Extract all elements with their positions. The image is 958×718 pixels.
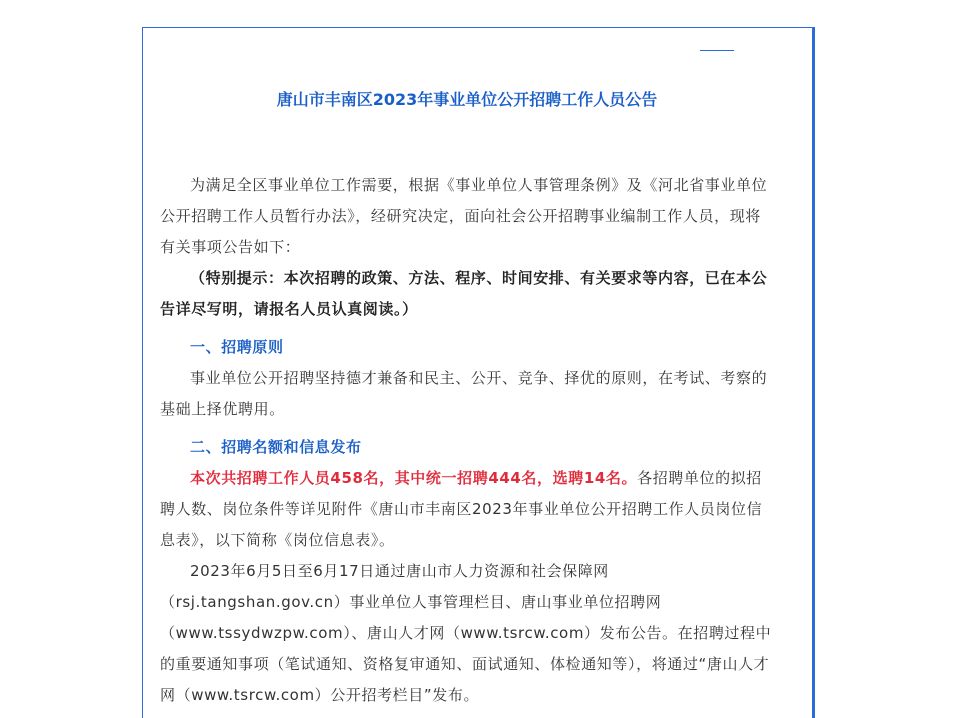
section-spacer xyxy=(160,325,774,332)
section1-body: 事业单位公开招聘坚持德才兼备和民主、公开、竞争、择优的原则，在考试、考察的基础上择优聘用。 xyxy=(160,369,768,418)
section2-heading: 二、招聘名额和信息发布 xyxy=(190,438,362,456)
quota-highlight: 本次共招聘工作人员458名，其中统一招聘444名，选聘14名。 xyxy=(190,469,638,487)
section1-heading: 一、招聘原则 xyxy=(190,338,284,356)
section2-publish-paragraph: 2023年6月5日至6月17日通过唐山市人力资源和社会保障网（rsj.tangshan.gov.cn）事业单位人事管理栏目、唐山事业单位招聘网（www.tssydwzpw.com）、唐山人才网（www.tsrcw.com）发布公告。在招聘过程中的重要通知事项（笔试通知、资格复审通知、面试通知、体检通知等），将通过“唐山人才网（www.tsrcw.com）公开招考栏目”发布。 xyxy=(160,562,772,704)
article-content xyxy=(160,88,774,711)
section-spacer xyxy=(160,425,774,432)
special-note: （特别提示：本次招聘的政策、方法、程序、时间安排、有关要求等内容，已在本公告详尽写明，请报名人员认真阅读。） xyxy=(160,269,768,318)
title-spacer xyxy=(160,112,774,170)
intro-paragraph: 为满足全区事业单位工作需要，根据《事业单位人事管理条例》及《河北省事业单位公开招聘工作人员暂行办法》，经研究决定，面向社会公开招聘事业编制工作人员，现将有关事项公告如下： xyxy=(160,176,768,256)
article-title: 唐山市丰南区2023年事业单位公开招聘工作人员公告 xyxy=(276,90,658,109)
decorative-line xyxy=(700,50,734,51)
section2-body-rest: 各招聘单位的拟招聘人数、岗位条件等详见附件《唐山市丰南区2023年事业单位公开招聘工作人员岗位信息表》，以下简称《岗位信息表》。 xyxy=(160,469,763,549)
section2-body xyxy=(160,463,774,556)
